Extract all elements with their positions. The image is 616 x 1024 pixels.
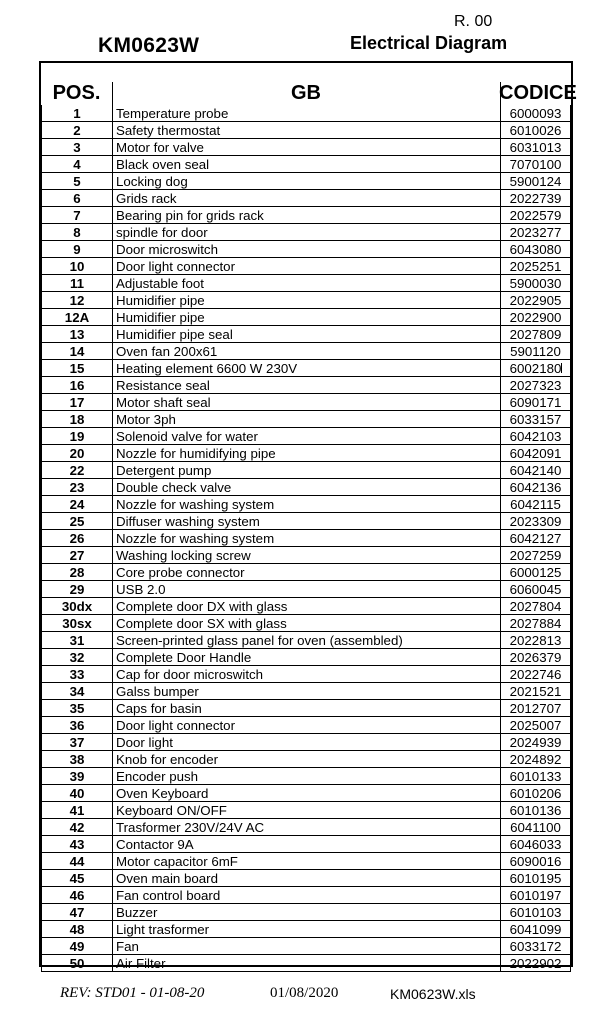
part-code: 2022739: [500, 190, 571, 207]
table-row: [41, 224, 571, 241]
part-description: Motor shaft seal: [112, 394, 500, 411]
part-code: 2022813: [500, 632, 571, 649]
table-row: [41, 343, 571, 360]
part-description: Oven Keyboard: [112, 785, 500, 802]
part-position: 12A: [41, 309, 112, 326]
model-title: KM0623W: [98, 34, 200, 57]
table-row: [41, 581, 571, 598]
part-description: Door light: [112, 734, 500, 751]
part-description: Humidifier pipe seal: [112, 326, 500, 343]
part-code: 6041099: [500, 921, 571, 938]
part-description: Door light connector: [112, 258, 500, 275]
part-position: 50: [41, 955, 112, 972]
revision-label: R. 00: [454, 13, 493, 30]
part-code: 5900030: [500, 275, 571, 292]
table-header: [41, 78, 577, 105]
part-position: 25: [41, 513, 112, 530]
table-row: [41, 802, 571, 819]
part-position: 38: [41, 751, 112, 768]
table-row: [41, 462, 571, 479]
table-row: [41, 309, 571, 326]
part-position: 34: [41, 683, 112, 700]
part-position: 46: [41, 887, 112, 904]
part-code: 2027259: [500, 547, 571, 564]
part-code: 6033172: [500, 938, 571, 955]
part-description: Washing locking screw: [112, 547, 500, 564]
part-code: 6043080: [500, 241, 571, 258]
part-code: 6010195: [500, 870, 571, 887]
part-description: Solenoid valve for water: [112, 428, 500, 445]
part-description: Oven main board: [112, 870, 500, 887]
part-code: 2024892: [500, 751, 571, 768]
part-description: Buzzer: [112, 904, 500, 921]
part-position: 36: [41, 717, 112, 734]
header-divider: [112, 82, 113, 105]
table-row: [41, 122, 571, 139]
table-row: [41, 105, 571, 122]
part-code: 2022579: [500, 207, 571, 224]
table-row: [41, 377, 571, 394]
part-description: Caps for basin: [112, 700, 500, 717]
part-position: 23: [41, 479, 112, 496]
part-position: 18: [41, 411, 112, 428]
part-code: 2021521: [500, 683, 571, 700]
part-position: 5: [41, 173, 112, 190]
part-description: Nozzle for humidifying pipe: [112, 445, 500, 462]
part-code: 2012707: [500, 700, 571, 717]
column-header-gb: GB: [291, 82, 321, 104]
footer-filename: KM0623W.xls: [390, 986, 476, 1002]
part-position: 30sx: [41, 615, 112, 632]
part-position: 26: [41, 530, 112, 547]
part-description: Light trasformer: [112, 921, 500, 938]
table-row: [41, 615, 571, 632]
part-description: Keyboard ON/OFF: [112, 802, 500, 819]
table-row: [41, 785, 571, 802]
part-position: 31: [41, 632, 112, 649]
part-position: 20: [41, 445, 112, 462]
part-description: Complete door DX with glass: [112, 598, 500, 615]
table-row: [41, 156, 571, 173]
part-position: 1: [41, 105, 112, 122]
table-row: [41, 853, 571, 870]
part-position: 30dx: [41, 598, 112, 615]
part-code: 6010136: [500, 802, 571, 819]
part-code: 2022905: [500, 292, 571, 309]
table-row: [41, 530, 571, 547]
part-description: Nozzle for washing system: [112, 530, 500, 547]
table-row: [41, 819, 571, 836]
part-description: Core probe connector: [112, 564, 500, 581]
part-position: 49: [41, 938, 112, 955]
part-position: 11: [41, 275, 112, 292]
part-code: 6042136: [500, 479, 571, 496]
part-code: 6090171: [500, 394, 571, 411]
part-code: 2026379: [500, 649, 571, 666]
part-position: 24: [41, 496, 112, 513]
part-position: 42: [41, 819, 112, 836]
part-code: 6000125: [500, 564, 571, 581]
table-row: [41, 700, 571, 717]
part-position: 22: [41, 462, 112, 479]
table-row: [41, 394, 571, 411]
part-description: Temperature probe: [112, 105, 500, 122]
stray-mark: [561, 363, 562, 373]
part-position: 43: [41, 836, 112, 853]
part-description: Detergent pump: [112, 462, 500, 479]
table-row: [41, 411, 571, 428]
table-row: [41, 513, 571, 530]
part-code: 2023309: [500, 513, 571, 530]
table-row: [41, 887, 571, 904]
table-row: [41, 173, 571, 190]
table-row: [41, 326, 571, 343]
part-description: Complete door SX with glass: [112, 615, 500, 632]
part-description: Oven fan 200x61: [112, 343, 500, 360]
part-description: Safety thermostat: [112, 122, 500, 139]
table-row: [41, 598, 571, 615]
part-position: 33: [41, 666, 112, 683]
part-description: Encoder push: [112, 768, 500, 785]
part-description: Cap for door microswitch: [112, 666, 500, 683]
part-description: Complete Door Handle: [112, 649, 500, 666]
parts-table-body: [41, 105, 571, 972]
table-row: [41, 734, 571, 751]
part-code: 2024939: [500, 734, 571, 751]
table-row: [41, 717, 571, 734]
table-row: [41, 428, 571, 445]
footer-revision: REV: STD01 - 01-08-20: [60, 985, 205, 1001]
part-description: Bearing pin for grids rack: [112, 207, 500, 224]
table-row: [41, 496, 571, 513]
table-row: [41, 241, 571, 258]
column-header-codice: CODICE: [499, 82, 577, 104]
part-code: 2025007: [500, 717, 571, 734]
part-code: 2022746: [500, 666, 571, 683]
part-description: Fan: [112, 938, 500, 955]
part-position: 6: [41, 190, 112, 207]
table-row: [41, 768, 571, 785]
part-position: 12: [41, 292, 112, 309]
table-row: [41, 275, 571, 292]
part-description: Door light connector: [112, 717, 500, 734]
part-description: Humidifier pipe: [112, 309, 500, 326]
table-row: [41, 547, 571, 564]
part-code: 6042103: [500, 428, 571, 445]
part-code: 7070100: [500, 156, 571, 173]
table-row: [41, 938, 571, 955]
part-position: 19: [41, 428, 112, 445]
part-position: 2: [41, 122, 112, 139]
part-position: 47: [41, 904, 112, 921]
table-row: [41, 666, 571, 683]
table-row: [41, 292, 571, 309]
part-position: 35: [41, 700, 112, 717]
table-row: [41, 445, 571, 462]
part-position: 17: [41, 394, 112, 411]
document-title: Electrical Diagram: [350, 33, 508, 53]
part-description: Trasformer 230V/24V AC: [112, 819, 500, 836]
part-code: 5900124: [500, 173, 571, 190]
table-row: [41, 632, 571, 649]
part-code: 2027323: [500, 377, 571, 394]
part-description: Contactor 9A: [112, 836, 500, 853]
table-row: [41, 683, 571, 700]
table-row: [41, 479, 571, 496]
part-description: Humidifier pipe: [112, 292, 500, 309]
part-position: 44: [41, 853, 112, 870]
part-description: Diffuser washing system: [112, 513, 500, 530]
part-position: 7: [41, 207, 112, 224]
part-code: 5901120: [500, 343, 571, 360]
part-position: 9: [41, 241, 112, 258]
table-row: [41, 836, 571, 853]
part-position: 27: [41, 547, 112, 564]
part-position: 39: [41, 768, 112, 785]
part-code: 2022900: [500, 309, 571, 326]
part-code: 6031013: [500, 139, 571, 156]
part-description: Motor 3ph: [112, 411, 500, 428]
part-description: Resistance seal: [112, 377, 500, 394]
part-position: 32: [41, 649, 112, 666]
part-description: Nozzle for washing system: [112, 496, 500, 513]
part-code: 6042127: [500, 530, 571, 547]
part-position: 10: [41, 258, 112, 275]
table-row: [41, 190, 571, 207]
table-row: [41, 649, 571, 666]
part-code: 6000093: [500, 105, 571, 122]
part-position: 29: [41, 581, 112, 598]
part-code: 6041100: [500, 819, 571, 836]
part-position: 14: [41, 343, 112, 360]
part-code: 6010133: [500, 768, 571, 785]
part-description: Grids rack: [112, 190, 500, 207]
footer-date: 01/08/2020: [270, 985, 339, 1001]
table-row: [41, 955, 571, 972]
part-position: 15: [41, 360, 112, 377]
table-row: [41, 564, 571, 581]
part-code: 2027809: [500, 326, 571, 343]
part-description: spindle for door: [112, 224, 500, 241]
part-code: 6002180: [500, 360, 571, 377]
part-description: Knob for encoder: [112, 751, 500, 768]
part-position: 41: [41, 802, 112, 819]
part-code: 6042140: [500, 462, 571, 479]
part-code: 2022902: [500, 955, 571, 972]
part-code: 6060045: [500, 581, 571, 598]
part-code: 2025251: [500, 258, 571, 275]
part-description: Motor for valve: [112, 139, 500, 156]
part-position: 16: [41, 377, 112, 394]
part-position: 4: [41, 156, 112, 173]
part-code: 6010206: [500, 785, 571, 802]
table-row: [41, 751, 571, 768]
part-description: Door microswitch: [112, 241, 500, 258]
table-row: [41, 904, 571, 921]
table-row: [41, 258, 571, 275]
part-position: 48: [41, 921, 112, 938]
part-code: 6010103: [500, 904, 571, 921]
header-divider: [500, 82, 501, 105]
part-description: Black oven seal: [112, 156, 500, 173]
part-position: 3: [41, 139, 112, 156]
part-position: 28: [41, 564, 112, 581]
part-code: 6010026: [500, 122, 571, 139]
part-description: Galss bumper: [112, 683, 500, 700]
part-position: 45: [41, 870, 112, 887]
part-code: 6046033: [500, 836, 571, 853]
part-description: Heating element 6600 W 230V: [112, 360, 500, 377]
part-description: Screen-printed glass panel for oven (assembled): [112, 632, 500, 649]
part-description: Locking dog: [112, 173, 500, 190]
part-code: 6042091: [500, 445, 571, 462]
table-row: [41, 207, 571, 224]
part-position: 8: [41, 224, 112, 241]
part-code: 6090016: [500, 853, 571, 870]
part-description: Fan control board: [112, 887, 500, 904]
table-row: [41, 139, 571, 156]
part-code: 2027884: [500, 615, 571, 632]
part-code: 6042115: [500, 496, 571, 513]
column-header-pos: POS.: [52, 82, 101, 104]
part-description: Air Filter: [112, 955, 500, 972]
part-description: Adjustable foot: [112, 275, 500, 292]
part-position: 37: [41, 734, 112, 751]
part-code: 2023277: [500, 224, 571, 241]
part-code: 6010197: [500, 887, 571, 904]
part-code: 2027804: [500, 598, 571, 615]
table-row: [41, 360, 571, 377]
part-code: 6033157: [500, 411, 571, 428]
part-description: USB 2.0: [112, 581, 500, 598]
part-description: Double check valve: [112, 479, 500, 496]
part-description: Motor capacitor 6mF: [112, 853, 500, 870]
part-position: 40: [41, 785, 112, 802]
table-row: [41, 921, 571, 938]
table-row: [41, 870, 571, 887]
part-position: 13: [41, 326, 112, 343]
